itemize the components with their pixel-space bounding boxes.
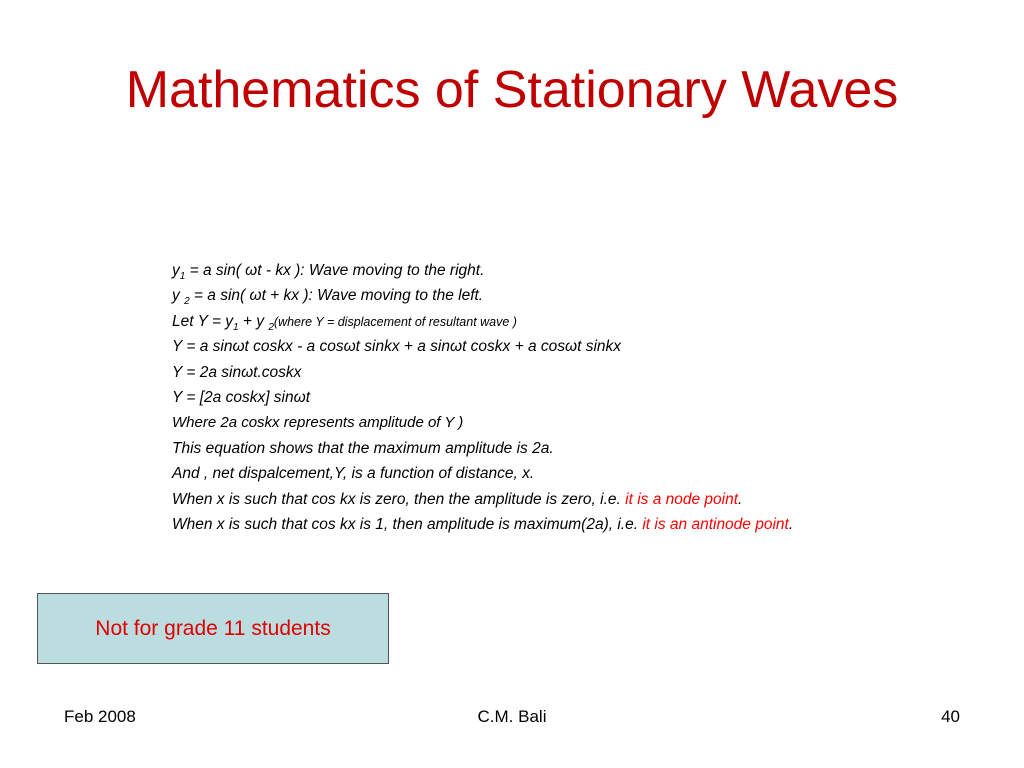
equation-line-5: Y = 2a sinωt.coskx <box>172 363 302 381</box>
footer-page-number: 40 <box>941 707 960 726</box>
equation-line-9: And , net dispalcement,Y, is a function of distance, x. <box>172 465 535 483</box>
equation-line-2: y $_2$ = a sin( ωt + kx ): Wave moving to the left. <box>172 287 484 308</box>
equation-line-8: This equation shows that the maximum amplitude is 2a. <box>172 439 554 457</box>
equation-line-3: Let $Y = y_1 + y$ $_2$(where Y = displacement of resultant wave ) <box>172 312 517 333</box>
equation-line-1: $y_1 = a$ sin( ωt - kx ): Wave moving to the right. <box>172 262 485 283</box>
equation-line-6: Y = [2a coskx] sinωt <box>172 388 311 406</box>
slide-title: Mathematics of Stationary Waves <box>125 61 899 119</box>
footer-author: C.M. Bali <box>477 707 547 726</box>
equation-line-7: Where 2a coskx represents amplitude of Y ) <box>172 414 464 432</box>
antinode-point-highlight: it is an antinode point <box>642 515 789 533</box>
equation-line-4: Y = a sinωt coskx - a cosωt sinkx + a sinωt coskx + a cosωt sinkx <box>172 338 622 356</box>
equation-block <box>172 258 992 537</box>
notice-box-label: Not for grade 11 students <box>95 616 331 640</box>
node-point-highlight: it is a node point <box>625 490 739 508</box>
notice-box <box>37 593 389 664</box>
equation-line-10: When x is such that cos kx is zero, then the amplitude is zero, i.e. it is a node point. <box>172 490 743 508</box>
equation-line-11: When x is such that cos kx is 1, then amplitude is maximum(2a), i.e. it is an antinode point. <box>172 515 794 533</box>
footer-date: Feb 2008 <box>64 707 136 726</box>
